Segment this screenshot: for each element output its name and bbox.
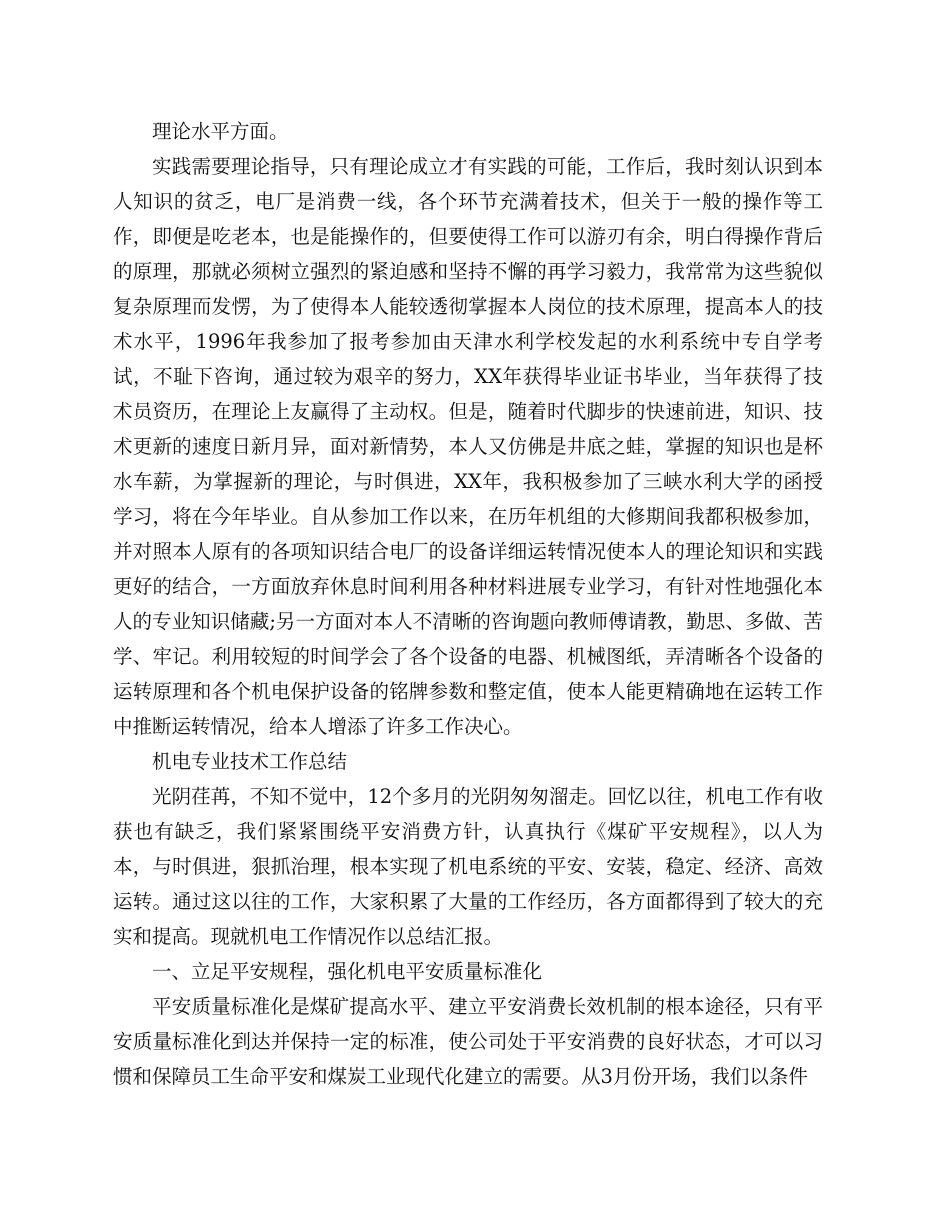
paragraph-safety-quality: 平安质量标准化是煤矿提高水平、建立平安消费长效机制的根本途径，只有平安质量标准化到达并保持一定的标准，使公司处于平安消费的良好状态，才可以习惯和保障员工生命平安和煤炭工业现代化建立的需要。从3月份开场，我们以条件 [113, 995, 823, 1088]
section-heading-electromech-summary: 机电专业技术工作总结 [152, 750, 348, 773]
section-heading-theory-level: 理论水平方面。 [152, 120, 289, 143]
paragraph-theory-practice: 实践需要理论指导，只有理论成立才有实践的可能，工作后，我时刻认识到本人知识的贫乏，电厂是消费一线，各个环节充满着技术，但关于一般的操作等工作，即便是吃老本，也是能操作的，但要使得工作可以游刃有余，明白得操作背后的原理，那就必须树立强烈的紧迫感和坚持不懈的再学习毅力，我常常为这些貌似复杂原理而发愣，为了使得本人能较透彻掌握本人岗位的技术原理，提高本人的技术水平，1996年我参加了报考参加由天津水利学校发起的水利系统中专自学考试，不耻下咨询，通过较为艰辛的努力，XX年获得毕业证书毕业，当年获得了技术员资历，在理论上友赢得了主动权。但是，随着时代脚步的快速前进，知识、技术更新的速度日新月异，面对新情势，本人又仿佛是井底之蛙，掌握的知识也是杯水车薪，为掌握新的理论，与时俱进，XX年，我积极参加了三峡水利大学的函授学习，将在今年毕业。自从参加工作以来，在历年机组的大修期间我都积极参加，并对照本人原有的各项知识结合电厂的设备详细运转情况使本人的理论知识和实践更好的结合，一方面放弃休息时间利用各种材料进展专业学习，有针对性地强化本人的专业知识储藏;另一方面对本人不清晰的咨询题向教师傅请教，勤思、多做、苦学、牢记。利用较短的时间学会了各个设备的电器、机械图纸，弄清晰各个设备的运转原理和各个机电保护设备的铭牌参数和整定值，使本人能更精确地在运转工作中推断运转情况，给本人增添了许多工作决心。 [113, 155, 823, 738]
paragraph-summary-intro: 光阴荏苒，不知不觉中，12个多月的光阴匆匆溜走。回忆以往，机电工作有收获也有缺乏，我们紧紧围绕平安消费方针，认真执行《煤矿平安规程》，以人为本，与时俱进，狠抓治理，根本实现了机电系统的平安、安装，稳定、经济、高效运转。通过这以往的工作，大家积累了大量的工作经历，各方面都得到了较大的充实和提高。现就机电工作情况作以总结汇报。 [113, 785, 823, 948]
document-body [113, 114, 823, 1094]
section-heading-safety-standard: 一、立足平安规程，强化机电平安质量标准化 [152, 960, 543, 983]
